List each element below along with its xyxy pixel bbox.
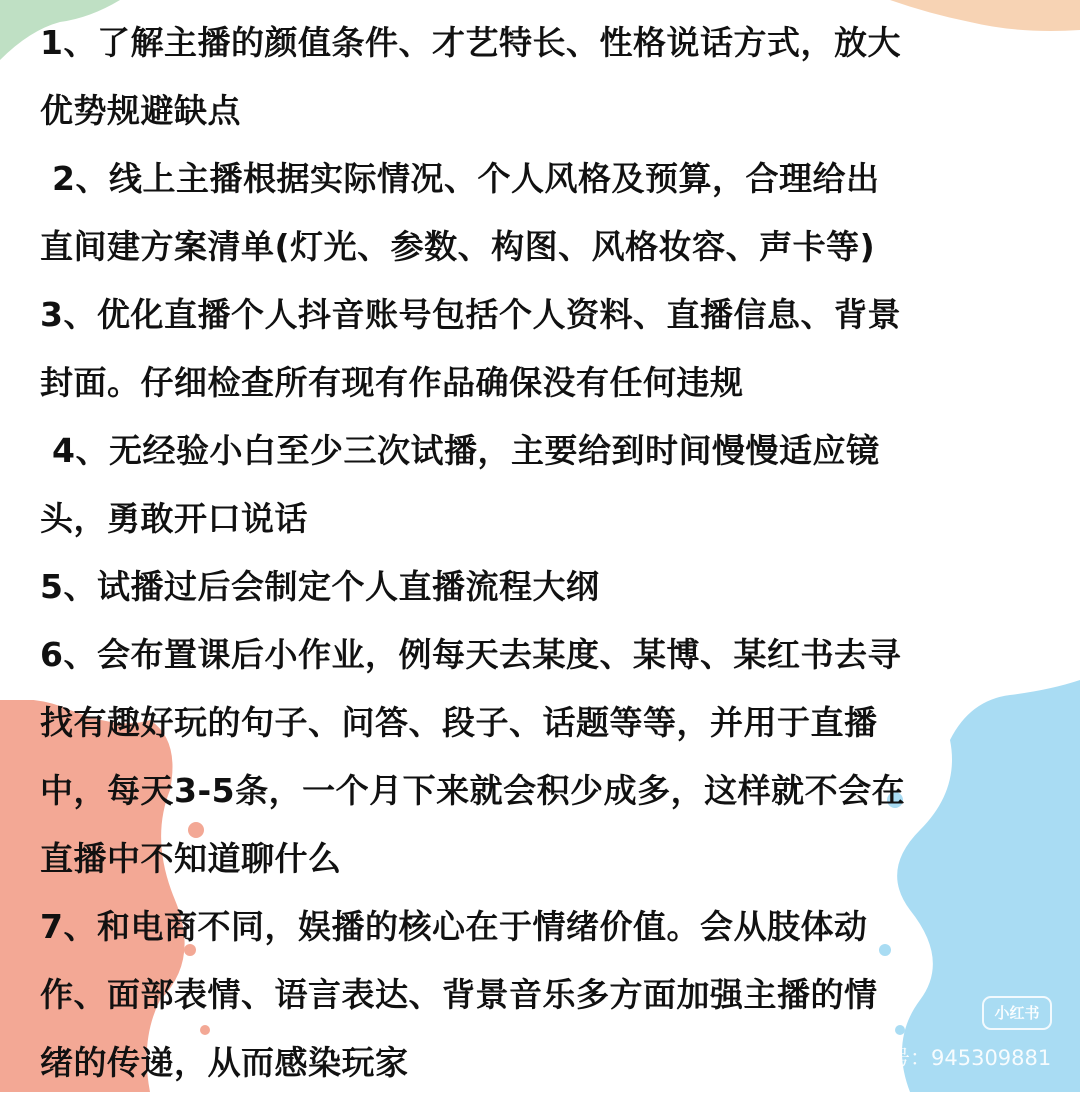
text-line: 直间建方案清单(灯光、参数、构图、风格妆容、声卡等) — [40, 227, 876, 266]
text-line: 5、试播过后会制定个人直播流程大纲 — [40, 567, 600, 606]
text-line: 直播中不知道聊什么 — [40, 839, 342, 878]
text-line: 作、面部表情、语言表达、背景音乐多方面加强主播的情 — [40, 975, 878, 1014]
xiaohongshu-logo: 小红书 — [982, 996, 1052, 1030]
text-line: 头，勇敢开口说话 — [40, 499, 308, 538]
text-line: 找有趣好玩的句子、问答、段子、话题等等，并用于直播 — [40, 703, 878, 742]
text-line: 绪的传递，从而感染玩家 — [40, 1043, 409, 1082]
text-line: 封面。仔细检查所有现有作品确保没有任何违规 — [40, 363, 744, 402]
text-line: 优势规避缺点 — [40, 91, 241, 130]
account-watermark: 小红书号：945309881 — [826, 1046, 1052, 1070]
text-line: 4、无经验小白至少三次试播，主要给到时间慢慢适应镜 — [40, 431, 880, 470]
text-line: 7、和电商不同，娱播的核心在于情绪价值。会从肢体动 — [40, 907, 868, 946]
content-body — [40, 20, 1050, 1108]
text-line: 1、了解主播的颜值条件、才艺特长、性格说话方式，放大 — [40, 23, 901, 62]
text-line: 6、会布置课后小作业，例每天去某度、某博、某红书去寻 — [40, 635, 901, 674]
text-line: 2、线上主播根据实际情况、个人风格及预算，合理给出 — [40, 159, 880, 198]
text-line: 3、优化直播个人抖音账号包括个人资料、直播信息、背景 — [40, 295, 901, 334]
text-line: 中，每天3-5条，一个月下来就会积少成多，这样就不会在 — [40, 771, 906, 810]
